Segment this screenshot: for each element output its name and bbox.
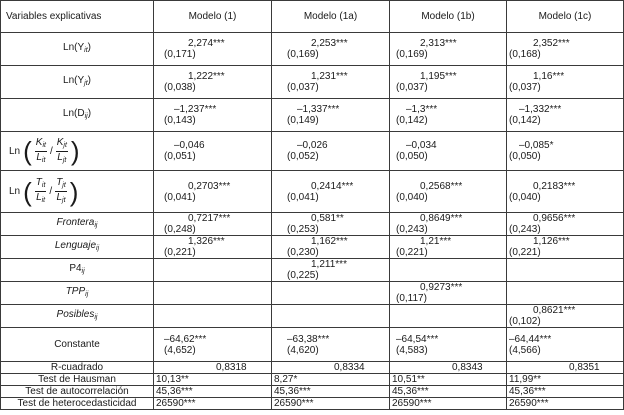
standard-error: (0,248) [164, 224, 196, 235]
coefficient-value [287, 104, 389, 126]
standard-error: (0,037) [287, 82, 319, 93]
coefficient-cell [390, 282, 507, 305]
fraction-j-denominator [57, 152, 66, 166]
coefficient-estimate: 2,352*** [533, 38, 570, 49]
coefficient-cell [390, 66, 507, 99]
stat-value: 0,8318 [154, 362, 272, 374]
coefficient-value [164, 334, 271, 356]
coefficient-estimate: 0,9656*** [533, 213, 576, 224]
coefficient-cell [154, 305, 272, 328]
coefficient-value [164, 236, 271, 258]
coefficient-estimate: –0,034 [406, 140, 437, 151]
coefficient-value [287, 236, 389, 258]
coefficient-cell [507, 66, 624, 99]
coefficient-estimate: 1,222*** [188, 71, 225, 82]
table-row [1, 305, 624, 328]
coefficient-estimate: –1,237*** [174, 104, 217, 115]
fraction-j-num-sub: jt [62, 182, 66, 189]
variable-name: Posibles [56, 309, 95, 320]
standard-error: (0,040) [509, 191, 541, 203]
variable-label [1, 213, 154, 236]
coefficient-cell [390, 236, 507, 259]
variable-close-paren: ) [87, 108, 92, 119]
coefficient-estimate: 1,21*** [420, 236, 452, 247]
coefficient-cell [272, 305, 390, 328]
header-variables: Variables explicativas [1, 1, 154, 33]
fraction-j-denominator [56, 192, 65, 206]
variable-name: P4 [69, 263, 82, 274]
coefficient-value [164, 181, 271, 203]
standard-error: (0,168) [509, 49, 541, 60]
coefficient-value [509, 104, 623, 126]
standard-error: (0,041) [164, 191, 196, 203]
coefficient-estimate: –1,3*** [406, 104, 438, 115]
fraction-j-den-sub: jt [62, 197, 66, 204]
table-row [1, 236, 624, 259]
coefficient-estimate: –0,026 [297, 140, 328, 151]
coefficient-cell [390, 213, 507, 236]
coefficient-cell [154, 171, 272, 213]
coefficient-cell [154, 132, 272, 171]
standard-error: (0,221) [396, 247, 428, 258]
standard-error: (0,052) [287, 151, 319, 162]
coefficient-estimate: –64,62*** [164, 333, 207, 345]
standard-error: (0,225) [287, 270, 319, 281]
table-row [1, 259, 624, 282]
standard-error: (0,149) [287, 115, 319, 126]
coefficient-cell [507, 33, 624, 66]
standard-error: (0,143) [164, 115, 196, 126]
variable-name: Ln(Y [63, 42, 85, 53]
table-row [1, 282, 624, 305]
coefficient-value [509, 71, 623, 93]
standard-error: (0,171) [164, 49, 196, 60]
coefficient-cell [154, 328, 272, 362]
standard-error: (0,117) [396, 293, 427, 304]
coefficient-estimate: 1,211*** [311, 259, 347, 270]
coefficient-estimate: 2,253*** [311, 38, 348, 49]
coefficient-value [396, 334, 506, 356]
ln-label: Ln [9, 186, 21, 197]
header-row [1, 1, 624, 33]
coefficient-cell [272, 328, 390, 362]
coefficient-value [287, 38, 389, 60]
coefficient-value [396, 236, 506, 258]
fraction-j-numerator [55, 177, 67, 192]
coefficient-rows [1, 33, 624, 362]
coefficient-value [509, 213, 623, 235]
variable-label [1, 171, 154, 213]
fraction-i [35, 177, 47, 206]
standard-error: (0,037) [509, 82, 541, 93]
variable-label [1, 305, 154, 328]
fraction-i-denominator [36, 152, 45, 166]
slash-icon: / [49, 145, 53, 157]
standard-error: (0,243) [509, 224, 541, 235]
coefficient-cell [507, 305, 624, 328]
stat-label: Test de autocorrelación [1, 386, 154, 398]
stat-value: 10,13** [154, 374, 272, 386]
coefficient-estimate: 1,126*** [533, 236, 570, 247]
coefficient-cell [272, 66, 390, 99]
coefficient-estimate: 1,326*** [188, 236, 225, 247]
variable-label [1, 236, 154, 259]
coefficient-cell [390, 259, 507, 282]
stat-value: 11,99** [507, 374, 624, 386]
coefficient-cell [390, 132, 507, 171]
standard-error: (0,041) [287, 191, 319, 203]
open-paren-icon: ( [23, 136, 32, 166]
open-paren-icon: ( [23, 176, 32, 207]
fraction-i-numerator [35, 137, 47, 152]
coefficient-value [396, 282, 506, 304]
coefficient-cell [272, 259, 390, 282]
variable-close-paren: ) [87, 42, 91, 53]
stat-value: 45,36*** [390, 386, 507, 398]
coefficient-value [164, 140, 271, 162]
variable-label [1, 99, 154, 132]
fraction-j [56, 137, 68, 166]
fraction-i-denominator [36, 192, 45, 206]
coefficient-cell [272, 236, 390, 259]
coefficient-estimate: –1,337*** [297, 104, 340, 115]
coefficient-cell [154, 236, 272, 259]
coefficient-cell [390, 33, 507, 66]
coefficient-value [164, 71, 271, 93]
coefficient-cell [507, 171, 624, 213]
stat-label: R-cuadrado [1, 362, 154, 374]
standard-error: (4,566) [509, 344, 541, 356]
coefficient-cell [507, 213, 624, 236]
fraction-i-num-symbol: K [35, 136, 43, 148]
coefficient-cell [154, 259, 272, 282]
coefficient-estimate: 0,7217*** [188, 213, 231, 224]
header-model-1c: Modelo (1c) [507, 1, 624, 33]
fraction-i-den-sub: it [41, 156, 46, 164]
coefficient-value [509, 181, 623, 203]
fraction-i-numerator [35, 177, 47, 192]
fraction-j-den-symbol: L [57, 151, 63, 163]
stat-value: 26590*** [272, 398, 390, 410]
stat-value: 45,36*** [272, 386, 390, 398]
standard-error: (0,169) [287, 49, 319, 60]
standard-error: (4,620) [287, 344, 319, 356]
coefficient-estimate: –1,332*** [519, 104, 562, 115]
variable-name: TPP [65, 286, 86, 297]
stat-value: 8,27* [272, 374, 390, 386]
standard-error: (0,038) [164, 82, 196, 93]
coefficient-cell [154, 33, 272, 66]
stat-row [1, 386, 624, 398]
variable-label [1, 66, 154, 99]
standard-error: (0,169) [396, 49, 428, 60]
table-row [1, 171, 624, 213]
standard-error: (0,050) [396, 151, 428, 162]
coefficient-cell [154, 66, 272, 99]
fraction-j-den-sub: jt [62, 156, 67, 164]
coefficient-value [287, 181, 389, 203]
statistics-rows [1, 362, 624, 410]
coefficient-estimate: 0,8649*** [420, 213, 463, 224]
table-row [1, 213, 624, 236]
coefficient-cell [154, 213, 272, 236]
stat-value: 10,51** [390, 374, 507, 386]
stat-value: 45,36*** [507, 386, 624, 398]
coefficient-value [509, 38, 623, 60]
stat-row [1, 362, 624, 374]
coefficient-estimate: 1,162*** [311, 236, 348, 247]
coefficient-cell [390, 305, 507, 328]
coefficient-cell [507, 259, 624, 282]
coefficient-estimate: –64,44*** [509, 333, 552, 345]
variable-subscript: ij [94, 314, 98, 321]
coefficient-estimate: 0,9273*** [420, 282, 463, 293]
coefficient-value [287, 213, 389, 235]
coefficient-estimate: –63,38*** [287, 333, 330, 345]
variable-subscript: ij [81, 268, 85, 275]
variable-subscript: it [84, 47, 88, 54]
standard-error: (0,051) [164, 151, 196, 162]
coefficient-value [396, 104, 506, 126]
fraction-i-den-symbol: L [36, 151, 42, 163]
fraction-j-num-symbol: T [56, 177, 63, 188]
coefficient-cell [507, 328, 624, 362]
coefficient-cell [390, 328, 507, 362]
standard-error: (0,243) [396, 224, 428, 235]
variable-subscript: ij [94, 222, 98, 229]
coefficient-value [509, 305, 623, 327]
variable-label [1, 33, 154, 66]
coefficient-estimate: –0,046 [174, 140, 205, 151]
fraction-i-num-symbol: T [35, 177, 42, 188]
close-paren-icon: ) [70, 136, 80, 166]
coefficient-estimate: 0,2183*** [533, 180, 576, 192]
table-row [1, 99, 624, 132]
fraction-i-den-symbol: L [36, 192, 42, 203]
fraction-i-den-sub: it [41, 197, 46, 204]
stat-value: 26590*** [507, 398, 624, 410]
close-paren-icon: ) [69, 176, 79, 207]
variable-name: Constante [54, 339, 100, 350]
coefficient-estimate: 1,16*** [533, 71, 565, 82]
coefficient-value [287, 334, 389, 356]
coefficient-value [287, 71, 389, 93]
coefficient-estimate: 2,313*** [420, 38, 457, 49]
coefficient-value [509, 140, 623, 162]
coefficient-value [396, 71, 506, 93]
standard-error: (0,142) [396, 115, 428, 126]
coefficient-value [287, 259, 389, 281]
stat-row [1, 374, 624, 386]
coefficient-cell [272, 99, 390, 132]
coefficient-value [396, 213, 506, 235]
standard-error: (0,221) [509, 247, 541, 258]
standard-error: (0,230) [287, 247, 319, 258]
coefficient-cell [272, 282, 390, 305]
variable-label [1, 132, 154, 171]
ratio-expression [9, 137, 80, 166]
fraction-i-num-sub: it [42, 141, 46, 149]
stat-label: Test de heterocedasticidad [1, 398, 154, 410]
coefficient-cell [154, 99, 272, 132]
coefficient-value [396, 140, 506, 162]
ratio-expression [9, 177, 78, 206]
fraction-i-num-sub: it [41, 182, 46, 189]
slash-icon: / [49, 186, 53, 197]
coefficient-estimate: 0,2703*** [188, 180, 231, 192]
variable-label [1, 328, 154, 362]
stat-value: 26590*** [390, 398, 507, 410]
coefficient-cell [390, 171, 507, 213]
table-row [1, 132, 624, 171]
variable-name: Ln(Y [63, 75, 85, 86]
header-model-1b: Modelo (1b) [390, 1, 507, 33]
standard-error: (4,652) [164, 344, 196, 356]
stat-value: 0,8351 [507, 362, 624, 374]
variable-label [1, 259, 154, 282]
stat-row [1, 398, 624, 410]
variable-name: Frontera [56, 217, 95, 228]
coefficient-cell [390, 99, 507, 132]
coefficient-estimate: 0,8621*** [533, 305, 576, 316]
standard-error: (0,102) [509, 316, 541, 327]
coefficient-cell [272, 171, 390, 213]
coefficient-value [164, 104, 271, 126]
table-row [1, 328, 624, 362]
stat-value: 0,8343 [390, 362, 507, 374]
coefficient-cell [272, 132, 390, 171]
coefficient-value [287, 140, 389, 162]
coefficient-estimate: –0,085* [519, 140, 554, 151]
variable-name: Ln(D [62, 108, 85, 119]
header-model-1: Modelo (1) [154, 1, 272, 33]
coefficient-cell [507, 236, 624, 259]
coefficient-estimate: 1,195*** [420, 71, 457, 82]
standard-error: (4,583) [396, 344, 428, 356]
coefficient-estimate: 0,581** [311, 213, 344, 224]
coefficient-cell [507, 99, 624, 132]
fraction-j-num-sub: jt [63, 141, 67, 149]
stat-value: 0,8334 [272, 362, 390, 374]
variable-label [1, 282, 154, 305]
coefficient-value [396, 181, 506, 203]
fraction-j-den-symbol: L [56, 192, 63, 203]
stat-value: 45,36*** [154, 386, 272, 398]
variable-close-paren: ) [87, 75, 91, 86]
stat-value: 26590*** [154, 398, 272, 410]
fraction-i [35, 137, 47, 166]
fraction-j-num-symbol: K [56, 136, 64, 148]
coefficient-cell [272, 33, 390, 66]
variable-name: Lenguaje [54, 240, 97, 251]
standard-error: (0,221) [164, 247, 196, 258]
standard-error: (0,050) [509, 151, 541, 162]
table-row [1, 66, 624, 99]
coefficient-cell [507, 132, 624, 171]
ln-label: Ln [9, 145, 21, 157]
coefficient-cell [272, 213, 390, 236]
coefficient-estimate: 1,231*** [311, 71, 348, 82]
coefficient-value [164, 213, 271, 235]
coefficient-estimate: –64,54*** [396, 333, 439, 345]
standard-error: (0,142) [509, 115, 541, 126]
stat-label: Test de Hausman [1, 374, 154, 386]
coefficient-value [164, 38, 271, 60]
standard-error: (0,040) [396, 191, 428, 203]
fraction-j-numerator [56, 137, 68, 152]
coefficient-estimate: 0,2414*** [311, 180, 354, 192]
coefficient-estimate: 0,2568*** [420, 180, 463, 192]
header-model-1a: Modelo (1a) [272, 1, 390, 33]
coefficient-value [396, 38, 506, 60]
fraction-j [55, 177, 67, 206]
coefficient-cell [507, 282, 624, 305]
variable-subscript: ij [85, 291, 89, 298]
table-row [1, 33, 624, 66]
coefficient-value [509, 236, 623, 258]
coefficient-cell [154, 282, 272, 305]
coefficient-value [509, 334, 623, 356]
standard-error: (0,253) [287, 224, 319, 235]
standard-error: (0,037) [396, 82, 428, 93]
variable-subscript: jt [84, 80, 88, 87]
variable-subscript: ij [84, 113, 88, 120]
coefficient-estimate: 2,274*** [188, 38, 225, 49]
variable-subscript: ij [96, 245, 100, 252]
